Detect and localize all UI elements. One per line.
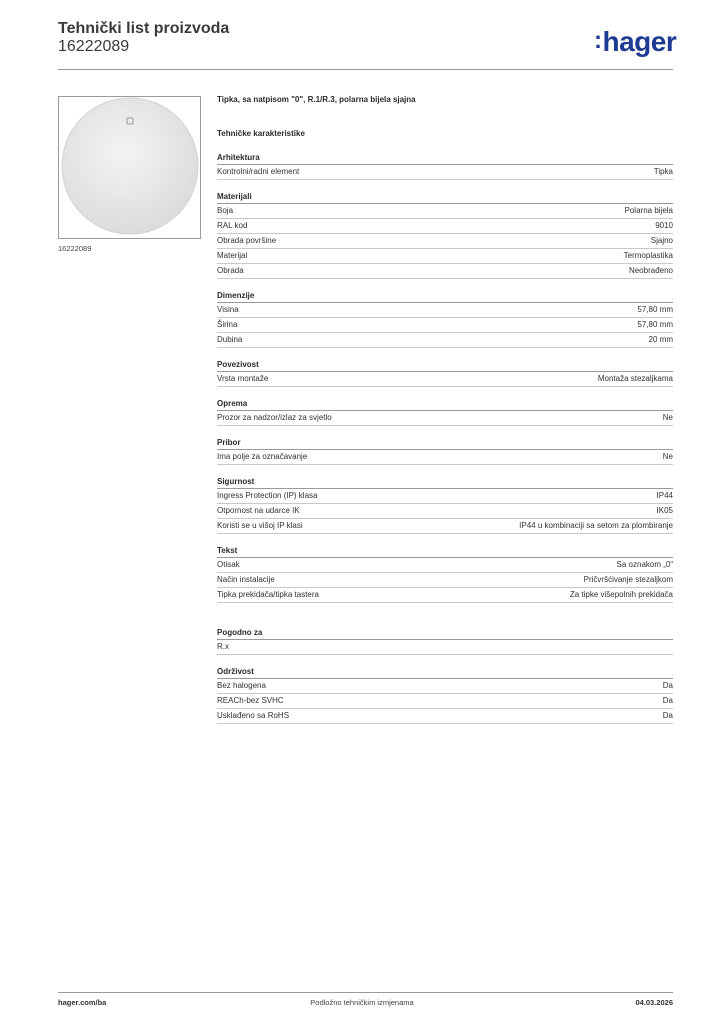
spec-content <box>217 93 673 724</box>
logo-text: hager <box>602 26 677 57</box>
spec-row <box>217 679 673 694</box>
spec-group <box>217 397 673 426</box>
spec-value: IP44 <box>656 491 673 500</box>
spec-label: Dubina <box>217 335 243 344</box>
spec-value: IP44 u kombinaciji sa setom za plombiranje <box>519 521 673 530</box>
document-product-number: 16222089 <box>58 38 130 55</box>
logo-colon: : <box>594 27 602 54</box>
document-title: Tehnički list proizvoda <box>58 20 230 37</box>
spec-value: Da <box>662 681 673 690</box>
hager-logo <box>594 26 676 57</box>
spec-group-title: Dimenzije <box>217 289 673 303</box>
spec-label: Materijal <box>217 251 248 260</box>
product-image <box>59 97 200 238</box>
spec-group <box>217 358 673 387</box>
spec-value: Sa oznakom „0“ <box>616 560 673 569</box>
spec-label: Ima polje za označavanje <box>217 452 308 461</box>
spec-label: Način instalacije <box>217 575 275 584</box>
spec-row <box>217 234 673 249</box>
spec-row <box>217 303 673 318</box>
spec-row <box>217 372 673 387</box>
spec-label: Visina <box>217 305 239 314</box>
spec-label: RAL kod <box>217 221 248 230</box>
spec-group-title: Tekst <box>217 544 673 558</box>
spec-label: Vrsta montaže <box>217 374 269 383</box>
spec-value: 57,80 mm <box>637 305 673 314</box>
spec-label: Tipka prekidača/tipka tastera <box>217 590 319 599</box>
spec-label: R.x <box>217 642 229 651</box>
spec-value: Neobrađeno <box>628 266 673 275</box>
spec-group-title: Sigurnost <box>217 475 673 489</box>
footer-divider <box>58 992 673 993</box>
spec-row <box>217 519 673 534</box>
spec-group <box>217 436 673 465</box>
spec-group <box>217 626 673 655</box>
spec-group-title: Povezivost <box>217 358 673 372</box>
spec-row <box>217 573 673 588</box>
spec-value: Da <box>662 696 673 705</box>
spec-group <box>217 190 673 279</box>
spec-groups <box>217 151 673 724</box>
spec-label: Prozor za nadzor/izlaz za svjetlo <box>217 413 332 422</box>
spec-value: Tipka <box>653 167 673 176</box>
spec-value: Pričvršćivanje stezaljkom <box>583 575 673 584</box>
footer-date: 04.03.2026 <box>635 998 673 1007</box>
header-divider <box>58 69 673 70</box>
spec-row <box>217 204 673 219</box>
spec-value: Ne <box>662 452 673 461</box>
spec-label: Obrada <box>217 266 244 275</box>
spec-group-title: Arhitektura <box>217 151 673 165</box>
spec-label: Kontrolni/radni element <box>217 167 300 176</box>
spec-label: Boja <box>217 206 234 215</box>
spec-group-title: Pogodno za <box>217 626 673 640</box>
spec-label: Otisak <box>217 560 240 569</box>
spec-label: Ingress Protection (IP) klasa <box>217 491 318 500</box>
spec-label: REACh-bez SVHC <box>217 696 284 705</box>
spec-row <box>217 264 673 279</box>
spec-group <box>217 289 673 348</box>
spec-value: 20 mm <box>648 335 673 344</box>
spec-row <box>217 333 673 348</box>
spec-value: Ne <box>662 413 673 422</box>
spec-row <box>217 489 673 504</box>
spec-row <box>217 219 673 234</box>
spec-group <box>217 544 673 603</box>
spec-label: Koristi se u višoj IP klasi <box>217 521 303 530</box>
spec-row <box>217 694 673 709</box>
spec-label: Usklađeno sa RoHS <box>217 711 290 720</box>
spec-value: Sjajno <box>650 236 673 245</box>
spec-label: Obrada površine <box>217 236 277 245</box>
spec-group-title: Materijali <box>217 190 673 204</box>
spec-row <box>217 411 673 426</box>
spec-value: 57,80 mm <box>637 320 673 329</box>
spec-group <box>217 475 673 534</box>
spec-group <box>217 665 673 724</box>
product-image-frame <box>58 96 201 239</box>
spec-value: Montaža stezaljkama <box>597 374 673 383</box>
spec-row <box>217 640 673 655</box>
product-description: Tipka, sa natpisom "0", R.1/R.3, polarna bijela sjajna <box>217 95 416 104</box>
spec-group-title: Oprema <box>217 397 673 411</box>
spec-label: Bez halogena <box>217 681 266 690</box>
product-image-caption: 16222089 <box>58 244 92 253</box>
spec-row <box>217 249 673 264</box>
spec-group-title: Održivost <box>217 665 673 679</box>
footer-website: hager.com/ba <box>58 998 107 1007</box>
spec-label: Otpornost na udarce IK <box>217 506 300 515</box>
spec-row <box>217 165 673 180</box>
spec-row <box>217 588 673 603</box>
spec-value: IK05 <box>656 506 673 515</box>
spec-value: 9010 <box>655 221 673 230</box>
spec-row <box>217 450 673 465</box>
spec-row <box>217 709 673 724</box>
spec-value: Termoplastika <box>623 251 673 260</box>
spec-label: Širina <box>217 320 238 329</box>
footer-notice: Podložno tehničkim izmjenama <box>310 998 414 1007</box>
spec-group-title: Pribor <box>217 436 673 450</box>
spec-value: Za tipke višepolnih prekidača <box>569 590 673 599</box>
spec-row <box>217 558 673 573</box>
spec-value: Polarna bijela <box>624 206 673 215</box>
spec-row <box>217 504 673 519</box>
spec-group <box>217 151 673 180</box>
spec-value: Da <box>662 711 673 720</box>
spec-row <box>217 318 673 333</box>
spec-section-heading: Tehničke karakteristike <box>217 129 305 138</box>
